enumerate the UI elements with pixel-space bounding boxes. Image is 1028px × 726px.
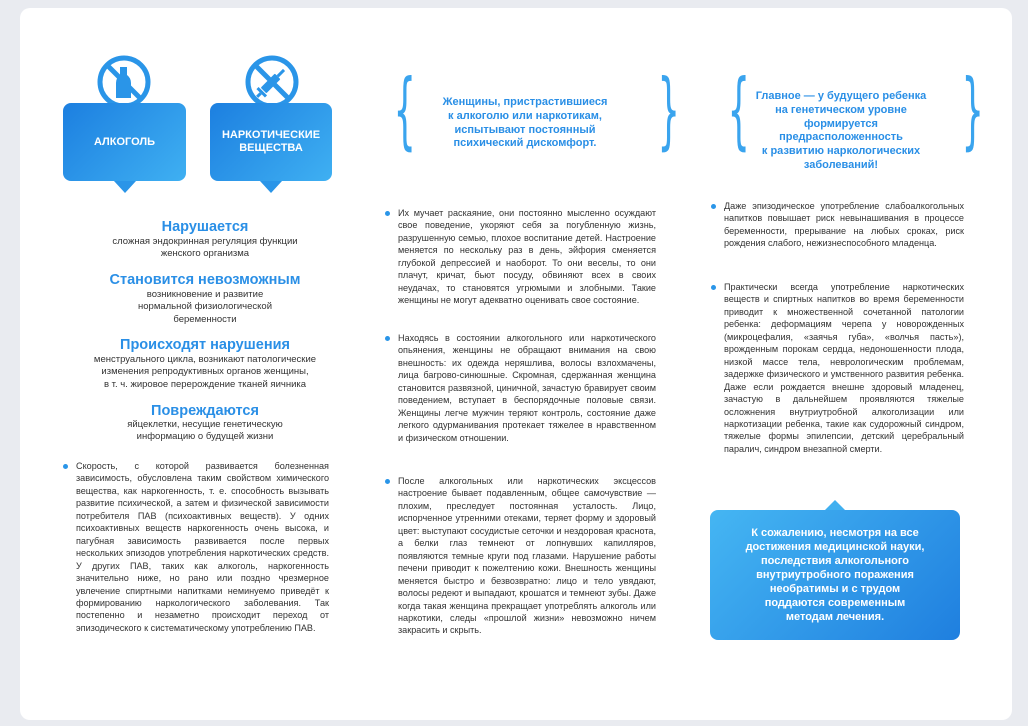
conclusion-text: К сожалению, несмотря на все достижения медицинской науки, последствия алкогольного внутриутробного поражения необратимы и с трудом поддаются современным методам лечения. [745, 526, 925, 624]
middle-paragraph-1: Их мучает раскаяние, они постоянно мысленно осуждают свое поведение, укоряют себя за погубленную жизнь, разрушенную семью, плохое воспитание детей. Настроение меняется по нескольку раз в день, эйфория сменяется глубокой депрессией и наоборот. То они веселы, то они плачут, кричат, бьют посуду, обвиняют всех в своих неудачах, то становятся угрюмыми и злобными. Такие женщины не могут адекватно оценивать свое состояние. [398, 208, 656, 306]
panel-pointer [825, 500, 845, 510]
zavisimost-paragraph: Скорость, с которой развивается болезненная зависимость, обусловлена таким свойством химического вещества, как наркогенность, т. е. способность вызывать развитие психической, а затем и физической зависимости потребителя ПАВ (психоактивных веществ). У одних психоактивных веществ наркогенность очень высока, и пагубная зависимость развивается после первых нескольких эпизодов употребления наркотических средств. У других ПАВ, таких как алкоголь, наркогенность значительно ниже, но рано или поздно чрезмерное увлечение спиртными напитками неминуемо приведёт к формированию наркологического заболевания. Так постепенно и незаметно происходит переход от эпизодического к систематическому употреблению ПАВ. [76, 461, 329, 633]
section-heading: Повреждаются [151, 403, 259, 419]
drugs-box-line-1: НАРКОТИЧЕСКИЕ [221, 129, 321, 142]
bullet-dot [385, 211, 390, 216]
middle-quote: Женщины, пристрастившиеся к алкоголю или наркотикам, испытывают постоянный психический дискомфорт. [442, 96, 608, 150]
right-paragraph-2: Практически всегда употребление наркотических веществ и спиртных напитков во время беременности приводит к множественной сочетанной патологии ребенка: деформациям черепа у новорожденных (микроцефалия, «заячья губа», «волчья пасть»), врожденным порокам сердца, недоношенности плода, низкой массе тела, неврологическим проблемам, задержке физического и умственного развития ребенка. Даже если рождается внешне здоровый младенец, зачастую в дальнейшем проявляются тяжелые осложнения внутриутробной алкоголизации или наркотизации ребенка, такие как судорожный синдром, тяжелые формы эпилепсии, детский церебральный паралич, синдром внезапной смерти. [724, 282, 964, 454]
left-brace: { [393, 61, 416, 159]
left-brace: { [727, 61, 750, 159]
bullet-dot [385, 336, 390, 341]
drugs-box-pointer [260, 181, 282, 193]
bullet-dot [711, 204, 716, 209]
middle-paragraph-3: После алкогольных или наркотических эксцессов настроение бывает подавленным, общее самочувствие — плохим, преследует постоянная усталость. Лицо, испорченное утренними отеками, теряет форму и здоровый цвет: выступают сосудистые сеточки и нездоровая краснота, а белки глаз темнеют от лопнувших капилляров, появляются темные круги под глазами. Нарушение работы печени приводит к пожелтению кожи. Внешность женщины меняется быстро и безвозвратно: лицо и тело увядают, волосы редеют и выпадают, крошатся и темнеют зубы. Даже когда такая женщина прекращает употреблять алкоголь или наркотики, следы «прошлой жизни» невозможно ничем закрасить и скрыть. [398, 476, 656, 636]
bullet-dot [385, 479, 390, 484]
section-text: яйцеклетки, несущие генетическую информацию о будущей жизни [127, 419, 283, 443]
no-drugs-icon [244, 54, 300, 110]
bullet-dot [63, 464, 68, 469]
section-heading: Происходят нарушения [120, 337, 290, 353]
section-text: возникновение и развитие нормальной физиологической беременности [138, 289, 272, 325]
right-brace: } [961, 61, 984, 159]
conclusion-panel [710, 510, 960, 640]
alcohol-box [63, 103, 186, 181]
no-alcohol-icon [96, 54, 152, 110]
drugs-box-label [222, 129, 320, 154]
right-brace: } [657, 61, 680, 159]
middle-paragraph-2: Находясь в состоянии алкогольного или наркотического опьянения, женщины не обращают внимания на свою внешность: их одежда неряшлива, волосы взлохмачены, лица багрово-синюшные. Скромная, сдержанная женщина становится развязной, циничной, зачастую бравирует своим поведением, вступает в беспорядочные половые связи. Женщины легче мужчин теряют контроль, состояние даже легкого одурманивания протекает тяжелее в нравственном и физическом отношении. [398, 333, 656, 443]
drugs-box-line-2: ВЕЩЕСТВА [239, 142, 303, 154]
right-quote: Главное — у будущего ребенка на генетическом уровне формируется предрасположенность к развитию наркологических заболеваний! [755, 90, 927, 171]
right-paragraph-1: Даже эпизодическое употребление слабоалкогольных напитков повышает риск невынашивания в процессе беременности, прерывание на любых сроках, риск рождения слабого, нежизнеспособного младенца. [724, 201, 964, 249]
section-heading: Нарушается [161, 219, 249, 235]
section-text: менструального цикла, возникают патологические изменения репродуктивных органов женщины, в т. ч. жировое перерождение тканей яичника [93, 354, 317, 390]
alcohol-box-label: АЛКОГОЛЬ [93, 135, 156, 148]
alcohol-box-pointer [114, 181, 136, 193]
bullet-dot [711, 285, 716, 290]
drugs-box [210, 103, 332, 181]
section-text: сложная эндокринная регуляция функции женского организма [112, 236, 298, 260]
section-heading: Становится невозможным [109, 272, 301, 288]
